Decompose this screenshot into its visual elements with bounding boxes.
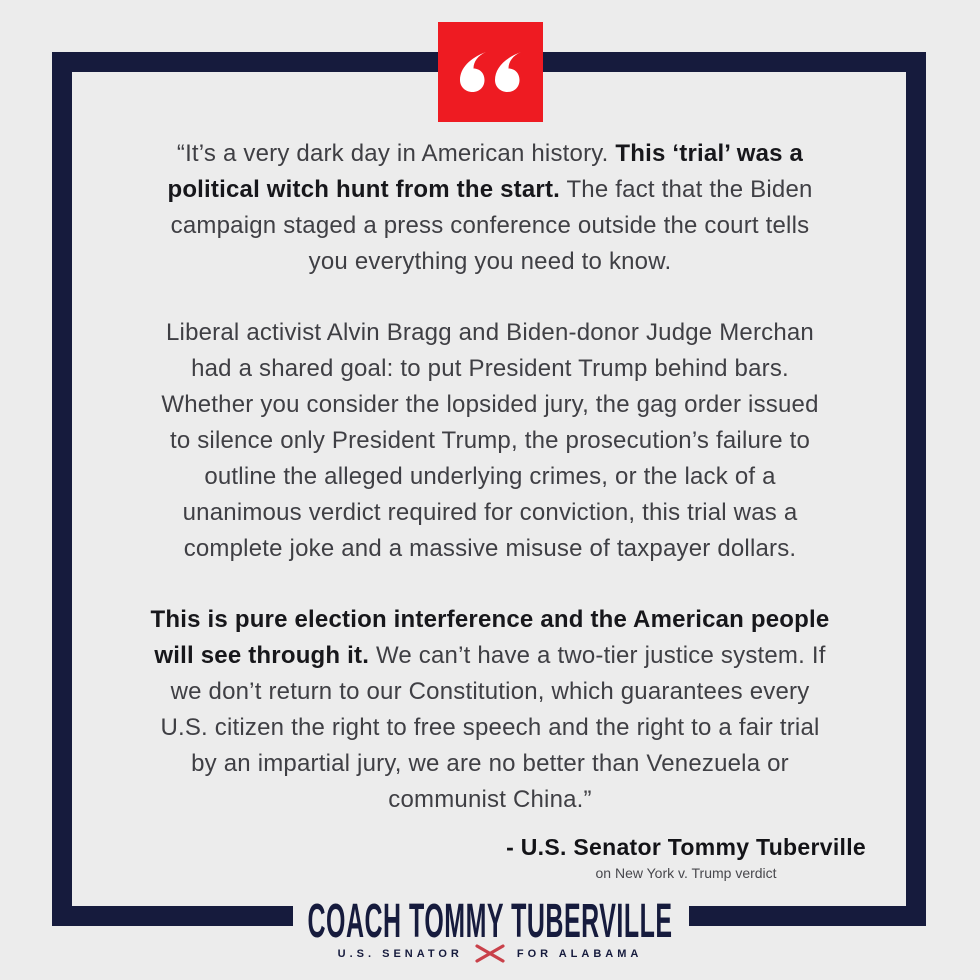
footer-logo [0, 897, 980, 947]
attribution [506, 834, 866, 881]
quote-segment: unanimous verdict required for conviction, this trial was a [182, 499, 798, 526]
quote-segment-bold: will see through it. [154, 642, 370, 669]
quote-segment: We can’t have a two-tier justice system. If [369, 642, 826, 669]
quote-segment: you everything you need to know. [308, 248, 672, 275]
quote-segment: U.S. citizen the right to free speech and the right to a fair trial [160, 714, 820, 741]
red-x-icon [475, 944, 505, 963]
quote-segment: The fact that the Biden [560, 176, 813, 203]
quote-paragraph [80, 315, 900, 567]
attribution-name: - U.S. Senator Tommy Tuberville [506, 834, 866, 860]
quote-segment: Liberal activist Alvin Bragg and Biden-donor Judge Merchan [166, 319, 814, 346]
quote-segment: “It’s a very dark day in American history. [176, 140, 616, 167]
footer-logo-title: COACH TOMMY TUBERVILLE [307, 895, 673, 948]
quote-segment-bold: This ‘trial’ was a [615, 140, 804, 167]
quote-segment: complete joke and a massive misuse of taxpayer dollars. [183, 535, 797, 562]
quote-paragraph [80, 136, 900, 280]
quote-segment: we don’t return to our Constitution, which guarantees every [170, 678, 810, 705]
quote-text [80, 136, 900, 818]
quote-segment-bold: This is pure election interference and the American people [150, 606, 830, 633]
quote-segment: by an impartial jury, we are no better than Venezuela or [191, 750, 789, 777]
quote-segment: outline the alleged underlying crimes, or the lack of a [204, 463, 776, 490]
double-quote-icon [459, 51, 523, 93]
quote-segment: had a shared goal: to put President Trump behind bars. [191, 355, 789, 382]
footer-tagline [0, 944, 980, 963]
quote-segment: communist China.” [388, 786, 592, 813]
footer-tagline-left: U.S. SENATOR [337, 947, 463, 960]
quote-segment: Whether you consider the lopsided jury, the gag order issued [161, 391, 819, 418]
quote-paragraph [80, 602, 900, 818]
quote-mark-box [438, 22, 543, 122]
quote-segment: campaign staged a press conference outside the court tells [170, 212, 810, 239]
footer-tagline-right: FOR ALABAMA [516, 947, 643, 960]
quote-segment: to silence only President Trump, the prosecution’s failure to [169, 427, 811, 454]
quote-segment-bold: political witch hunt from the start. [167, 176, 561, 203]
attribution-context: on New York v. Trump verdict [595, 865, 777, 881]
